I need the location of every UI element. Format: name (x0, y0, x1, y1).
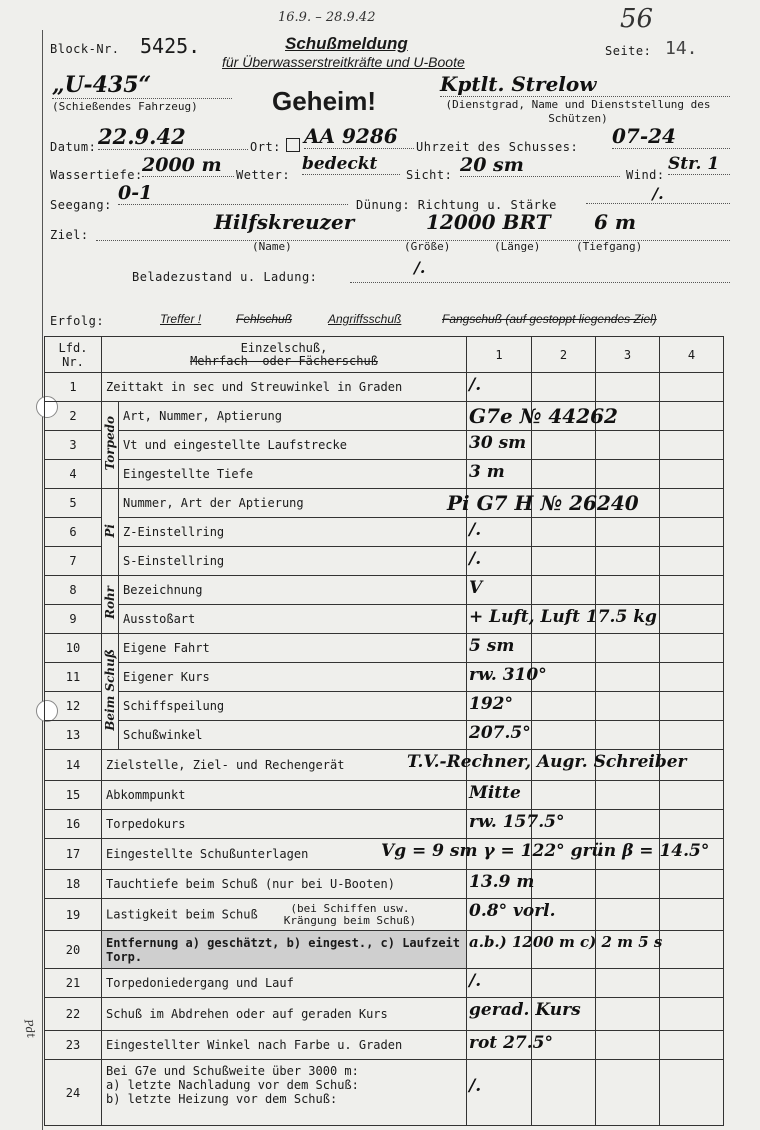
table-row (45, 969, 724, 998)
swell-value: /. (586, 184, 730, 204)
group-torpedo-label: Torpedo (103, 416, 117, 471)
row-label: Torpedoniedergang und Lauf (102, 969, 467, 998)
load-label: Beladezustand u. Ladung: (132, 270, 318, 284)
time-label: Uhrzeit des Schusses: (416, 140, 579, 154)
time-value: 07-24 (612, 124, 730, 149)
row-label (102, 1060, 467, 1126)
row-label (102, 899, 467, 931)
place-checkbox (286, 138, 300, 152)
shooter-caption: (Dienstgrad, Name und Dienststellung des Schützen) (445, 98, 711, 125)
row-value (467, 460, 532, 489)
header-row-number: Lfd. Nr. (45, 337, 102, 373)
row-label: Torpedokurs (102, 810, 467, 839)
row-label: Vt und eingestellte Laufstrecke (119, 431, 467, 460)
table-row (45, 692, 724, 721)
shooter-value: Kptlt. Strelow (440, 72, 730, 97)
table-row (45, 634, 724, 663)
row-label: Zielstelle, Ziel- und Rechengerät (102, 750, 467, 781)
value-text: rot 27.5° (469, 1033, 553, 1053)
header-single-shot: Einzelschuß, (240, 340, 328, 355)
row-value (467, 692, 532, 721)
table-row (45, 931, 724, 969)
group-torpedo (102, 402, 119, 489)
form-title: Schußmeldung (285, 34, 408, 53)
table-row (45, 721, 724, 750)
group-beim-schuss (102, 634, 119, 750)
load-dotline (350, 282, 730, 283)
value-text: /. (469, 375, 482, 395)
row-value (467, 431, 532, 460)
row-number: 13 (45, 721, 102, 750)
value-text: Pi G7 H № 26240 (447, 491, 639, 515)
header-col-4: 4 (660, 337, 724, 373)
target-depth-caption: (Tiefgang) (576, 240, 643, 253)
left-margin-line (42, 30, 43, 1130)
row-value (467, 663, 547, 692)
table-row (45, 373, 724, 402)
value-text: + Luft, Luft 17.5 kg (469, 607, 657, 627)
page-value: 14. (665, 38, 698, 59)
row-label-note: (bei Schiffen usw. Krängung beim Schuß) (283, 901, 417, 927)
row-number: 10 (45, 634, 102, 663)
row-number: 24 (45, 1060, 102, 1126)
result-hit: Treffer ! (160, 312, 202, 326)
table-row (45, 518, 724, 547)
value-text: Mitte (469, 783, 521, 803)
row-number: 9 (45, 605, 102, 634)
row-value (467, 518, 532, 547)
value-text: Vg = 9 sm γ = 122° grün β = 14.5° (381, 841, 710, 861)
row-label-b: b) letzte Heizung vor dem Schuß: (106, 1092, 338, 1106)
page-label: Seite: (605, 44, 652, 58)
table-header-row (45, 337, 724, 373)
value-text: G7e № 44262 (469, 404, 618, 428)
group-beim-schuss-label: Beim Schuß (103, 649, 117, 731)
shot-data-table (44, 336, 724, 1126)
row-number: 19 (45, 899, 102, 931)
table-row (45, 750, 724, 781)
target-length-caption: (Länge) (494, 240, 541, 253)
header-col-3: 3 (596, 337, 660, 373)
value-text: gerad. Kurs (469, 1000, 581, 1020)
row-number: 3 (45, 431, 102, 460)
row-label: Z-Einstellring (119, 518, 467, 547)
table-row (45, 663, 724, 692)
row-value (447, 489, 639, 518)
place-label: Ort: (250, 140, 281, 154)
weather-label: Wetter: (236, 168, 291, 182)
row-number: 7 (45, 547, 102, 576)
row-number: 16 (45, 810, 102, 839)
value-text: /. (469, 1076, 482, 1096)
visibility-value: 20 sm (460, 154, 620, 177)
weather-value: bedeckt (302, 154, 400, 175)
table-row (45, 489, 724, 518)
row-number: 14 (45, 750, 102, 781)
row-label: Zeittakt in sec und Streuwinkel in Graden (102, 373, 467, 402)
header-col-2: 2 (532, 337, 596, 373)
visibility-label: Sicht: (406, 168, 453, 182)
row-value (467, 721, 532, 750)
target-name-caption: (Name) (252, 240, 292, 253)
vessel-caption: (Schießendes Fahrzeug) (52, 100, 198, 113)
table-row (45, 839, 724, 870)
row-number: 18 (45, 870, 102, 899)
value-text: V (469, 578, 483, 598)
block-label: Block-Nr. (50, 42, 120, 56)
value-text: 192° (469, 694, 513, 714)
depth-label: Wassertiefe: (50, 168, 143, 182)
row-label: Entfernung a) geschätzt, b) eingest., c) Laufzeit Torp. (102, 931, 467, 969)
row-label: Eigene Fahrt (119, 634, 467, 663)
row-value (467, 969, 532, 998)
value-text: /. (469, 971, 482, 991)
table-row (45, 605, 724, 634)
row-label: Eingestellte Tiefe (119, 460, 467, 489)
date-value: 22.9.42 (98, 124, 248, 150)
table-row (45, 431, 724, 460)
depth-value: 2000 m (142, 154, 234, 177)
row-value (467, 781, 532, 810)
group-pi-label: Pi (103, 523, 117, 538)
row-number: 21 (45, 969, 102, 998)
row-label: Ausstoßart (119, 605, 467, 634)
value-text: 5 sm (469, 636, 515, 656)
value-text: /. (469, 520, 482, 540)
table-row (45, 899, 724, 931)
row-label-a: a) letzte Nachladung vor dem Schuß: (106, 1078, 359, 1092)
group-rohr (102, 576, 119, 634)
row-value (467, 931, 663, 969)
row-value (407, 750, 687, 781)
row-number: 8 (45, 576, 102, 605)
table-row (45, 781, 724, 810)
wind-value: Str. 1 (668, 154, 730, 175)
row-value (467, 899, 556, 931)
row-number: 1 (45, 373, 102, 402)
value-text: 207.5° (469, 723, 531, 743)
row-value (467, 1060, 532, 1126)
result-attack: Angriffsschuß (328, 312, 402, 326)
header-multi-shot: Mehrfach- oder Fächerschuß (190, 353, 378, 368)
row-label: Art, Nummer, Aptierung (119, 402, 467, 431)
result-label: Erfolg: (50, 314, 105, 328)
secret-stamp: Geheim! (272, 86, 377, 116)
row-label: Tauchtiefe beim Schuß (nur bei U-Booten) (102, 870, 467, 899)
row-label: Eingestellter Winkel nach Farbe u. Graden (102, 1031, 467, 1060)
handwritten-page-number: 56 (620, 4, 654, 34)
value-text: rw. 310° (469, 665, 547, 685)
table-row (45, 810, 724, 839)
target-size: 12000 BRT (426, 210, 551, 234)
row-value (467, 402, 618, 431)
wind-label: Wind: (626, 168, 665, 182)
row-value (467, 634, 532, 663)
row-label-main: Bei G7e und Schußweite über 3000 m: (106, 1064, 359, 1078)
row-label: Nummer, Art der Aptierung (119, 489, 467, 518)
row-number: 2 (45, 402, 102, 431)
row-number: 6 (45, 518, 102, 547)
row-label: S-Einstellring (119, 547, 467, 576)
target-label: Ziel: (50, 228, 89, 242)
target-name: Hilfskreuzer (214, 210, 355, 234)
pencil-dates: 16.9. – 28.9.42 (278, 10, 376, 25)
row-value (467, 373, 532, 402)
table-row (45, 547, 724, 576)
row-label: Schußwinkel (119, 721, 467, 750)
block-number: 5425. (140, 34, 201, 58)
table-row (45, 1031, 724, 1060)
row-value (467, 547, 532, 576)
row-value (381, 839, 710, 870)
value-text: 0.8° vorl. (469, 901, 556, 921)
row-number: 22 (45, 998, 102, 1031)
row-value (467, 870, 535, 899)
result-miss: Fehlschuß (236, 312, 293, 326)
row-label: Eingestellte Schußunterlagen (102, 839, 467, 870)
load-value: /. (414, 258, 426, 277)
row-value (467, 810, 565, 839)
swell-label: Dünung: Richtung u. Stärke (356, 198, 557, 212)
row-label: Schuß im Abdrehen oder auf geraden Kurs (102, 998, 467, 1031)
row-number: 17 (45, 839, 102, 870)
value-text: /. (469, 549, 482, 569)
header-shot-type (102, 337, 467, 373)
row-value (467, 605, 657, 634)
table-row (45, 576, 724, 605)
row-value (467, 576, 532, 605)
header-col-1: 1 (467, 337, 532, 373)
row-number: 5 (45, 489, 102, 518)
group-rohr-label: Rohr (103, 586, 117, 620)
table-row (45, 460, 724, 489)
row-value (467, 1031, 553, 1060)
row-number: 15 (45, 781, 102, 810)
row-label: Bezeichnung (119, 576, 467, 605)
value-text: 3 m (469, 462, 505, 482)
value-text: 30 sm (469, 433, 527, 453)
value-text: 13.9 m (469, 872, 535, 892)
row-label-main: Lastigkeit beim Schuß (106, 907, 258, 921)
row-number: 12 (45, 692, 102, 721)
table-row (45, 402, 724, 431)
row-number: 11 (45, 663, 102, 692)
row-number: 20 (45, 931, 102, 969)
target-size-caption: (Größe) (404, 240, 451, 253)
row-label: Eigener Kurs (119, 663, 467, 692)
value-text: a.b.) 1200 m c) 2 m 5 s (469, 933, 663, 951)
target-depth: 6 m (594, 210, 637, 234)
row-value (467, 998, 581, 1031)
place-value: AA 9286 (304, 124, 414, 149)
row-number: 23 (45, 1031, 102, 1060)
form-subtitle: für Überwasserstreitkräfte und U-Boote (222, 54, 465, 70)
vessel-value: „U-435“ (52, 72, 232, 99)
row-label: Abkommpunkt (102, 781, 467, 810)
table-row (45, 1060, 724, 1126)
value-text: T.V.-Rechner, Augr. Schreiber (407, 752, 687, 772)
row-label: Schiffspeilung (119, 692, 467, 721)
sea-label: Seegang: (50, 198, 112, 212)
value-text: rw. 157.5° (469, 812, 565, 832)
group-pi (102, 489, 119, 576)
sea-value: 0-1 (118, 182, 348, 205)
table-row (45, 998, 724, 1031)
date-label: Datum: (50, 140, 97, 154)
margin-note: Pdt (21, 1018, 38, 1039)
table-row (45, 870, 724, 899)
row-number: 4 (45, 460, 102, 489)
result-catch: Fangschuß (auf gestoppt liegendes Ziel) (442, 312, 657, 326)
